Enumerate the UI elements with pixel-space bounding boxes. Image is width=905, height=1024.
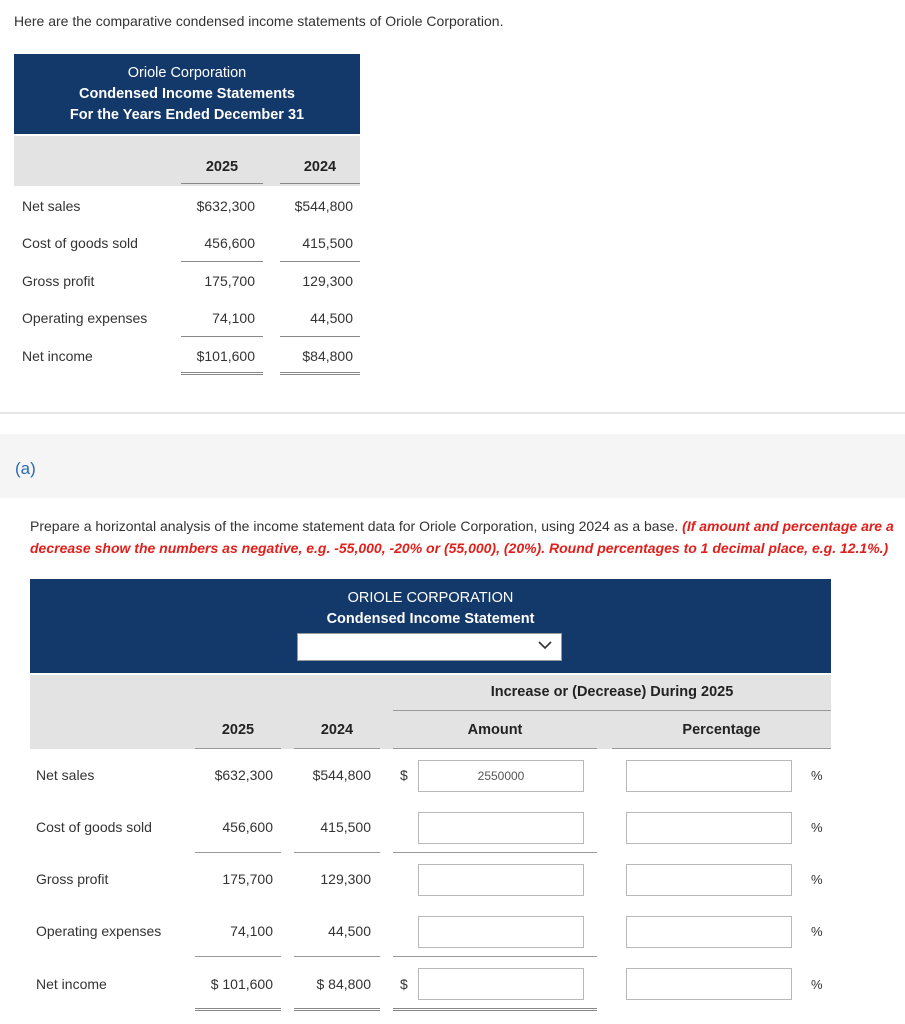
analysis-col-percentage: Percentage — [682, 722, 761, 738]
dollar-sign: $ — [400, 976, 408, 992]
percentage-input[interactable] — [626, 916, 792, 948]
percent-sign: % — [811, 872, 823, 887]
statement-cell-2025: $632,300 — [196, 198, 255, 214]
percentage-input[interactable] — [626, 864, 792, 896]
analysis-row-label: Net income — [36, 976, 107, 992]
analysis-row-label: Net sales — [36, 767, 95, 783]
statement-underline — [280, 261, 360, 262]
row-underline — [294, 852, 380, 853]
percentage-input[interactable] — [626, 760, 792, 792]
statement-cell-2025: 456,600 — [204, 235, 255, 251]
period-select[interactable] — [297, 633, 562, 661]
statement-header — [14, 54, 360, 134]
amount-input[interactable]: 2550000 — [418, 760, 584, 792]
percent-sign: % — [811, 924, 823, 939]
statement-cell-2025: 175,700 — [204, 273, 255, 289]
analysis-cell-2025: 456,600 — [222, 819, 273, 835]
row-double-underline — [294, 1008, 380, 1011]
statement-year-2024: 2024 — [280, 159, 360, 184]
analysis-row-label: Cost of goods sold — [36, 819, 152, 835]
analysis-col-amount: Amount — [467, 722, 523, 738]
percent-sign: % — [811, 977, 823, 992]
instructions-note: (If amount and percentage are a decrease show the numbers as negative, e.g. -55,000, -20% or (55,000), (20%). Round percentages to 1 decimal place, e.g. 12.1%.) — [30, 518, 894, 556]
statement-cell-2025: $101,600 — [196, 348, 255, 364]
column-underline — [393, 748, 597, 749]
analysis-cell-2024: 129,300 — [320, 871, 371, 887]
row-underline — [195, 956, 281, 957]
column-underline — [294, 748, 380, 749]
statement-row-label: Gross profit — [22, 273, 95, 289]
analysis-cell-2024: 44,500 — [328, 923, 371, 939]
divider — [0, 412, 905, 414]
statement-cell-2025: 74,100 — [212, 310, 255, 326]
statement-period: For the Years Ended December 31 — [69, 107, 305, 123]
row-double-underline — [195, 1008, 281, 1011]
statement-cell-2024: 415,500 — [302, 235, 353, 251]
analysis-group-header: Increase or (Decrease) During 2025 — [490, 684, 734, 700]
analysis-col-2025: 2025 — [221, 722, 255, 738]
instructions-text: Prepare a horizontal analysis of the income statement data for Oriole Corporation, using 2024 as a base. — [30, 518, 679, 534]
analysis-row-label: Gross profit — [36, 871, 109, 887]
percent-sign: % — [811, 768, 823, 783]
statement-double-underline — [181, 372, 263, 375]
analysis-title: Condensed Income Statement — [326, 611, 535, 627]
analysis-cell-2025: 74,100 — [230, 923, 273, 939]
statement-row-label: Net income — [22, 348, 93, 364]
statement-company: Oriole Corporation — [127, 65, 247, 81]
analysis-cell-2024: $ 84,800 — [316, 976, 371, 992]
statement-row-label: Operating expenses — [22, 310, 148, 326]
amount-input[interactable] — [418, 968, 584, 1000]
analysis-cell-2025: $632,300 — [214, 767, 273, 783]
analysis-cell-2024: $544,800 — [312, 767, 371, 783]
analysis-cell-2025: $ 101,600 — [210, 976, 273, 992]
chevron-down-icon — [537, 637, 553, 658]
row-underline — [294, 956, 380, 957]
analysis-cell-2025: 175,700 — [222, 871, 273, 887]
row-double-underline — [393, 1008, 597, 1011]
analysis-col-2024: 2024 — [320, 722, 354, 738]
part-label: (a) — [15, 459, 36, 478]
statement-row-label: Cost of goods sold — [22, 235, 138, 251]
dollar-sign: $ — [400, 767, 408, 783]
statement-underline — [181, 336, 263, 337]
statement-cell-2024: $544,800 — [294, 198, 353, 214]
statement-cell-2024: $84,800 — [302, 348, 353, 364]
column-underline — [612, 748, 831, 749]
part-bar — [0, 434, 905, 498]
statement-underline — [280, 336, 360, 337]
amount-input[interactable] — [418, 916, 584, 948]
instructions — [30, 515, 900, 559]
percent-sign: % — [811, 820, 823, 835]
analysis-header — [30, 579, 831, 673]
statement-double-underline — [280, 372, 360, 375]
intro-text: Here are the comparative condensed income statements of Oriole Corporation. — [14, 13, 504, 29]
statement-year-2025: 2025 — [181, 159, 263, 184]
row-underline — [195, 852, 281, 853]
amount-input[interactable] — [418, 864, 584, 896]
row-underline — [393, 956, 597, 957]
column-underline — [195, 748, 281, 749]
statement-row-label: Net sales — [22, 198, 81, 214]
analysis-row-label: Operating expenses — [36, 923, 162, 939]
percentage-input[interactable] — [626, 812, 792, 844]
analysis-cell-2024: 415,500 — [320, 819, 371, 835]
statement-title: Condensed Income Statements — [79, 86, 295, 102]
amount-input[interactable] — [418, 812, 584, 844]
percentage-input[interactable] — [626, 968, 792, 1000]
analysis-group-underline — [393, 710, 831, 711]
row-underline — [393, 852, 597, 853]
statement-cell-2024: 129,300 — [302, 273, 353, 289]
statement-underline — [181, 261, 263, 262]
analysis-company: ORIOLE CORPORATION — [347, 590, 514, 606]
statement-cell-2024: 44,500 — [310, 310, 353, 326]
